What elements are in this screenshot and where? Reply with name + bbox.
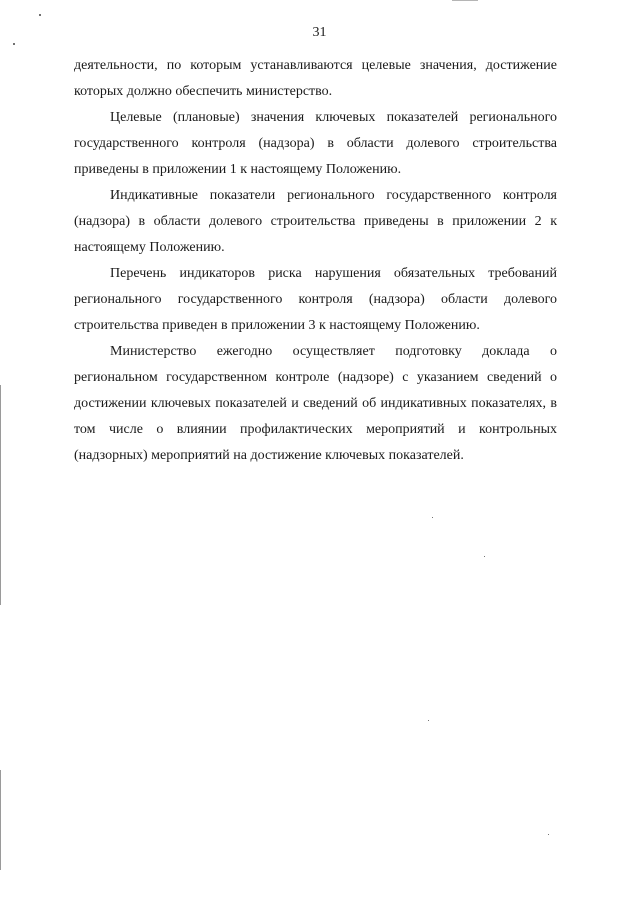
paragraph: Министерство ежегодно осуществляет подготовку доклада о региональном государственном контроле (надзоре) с указанием сведений о достижении ключевых показателей и сведений об индикативных показателях, в том числе о влиянии профилактических мероприятий и контрольных (надзорных) мероприятий на достижение ключевых показателей. xyxy=(74,344,557,463)
scan-speck xyxy=(13,43,15,45)
scan-edge-top xyxy=(452,0,478,1)
scan-speck xyxy=(484,556,485,557)
scan-edge-left xyxy=(0,770,1,870)
scan-speck xyxy=(39,14,41,16)
paragraph: Индикативные показатели регионального государственного контроля (надзора) в области долевого строительства приведены в приложении 2 к настоящему Положению. xyxy=(74,188,557,255)
paragraph: Перечень индикаторов риска нарушения обязательных требований регионального государственного контроля (надзора) области долевого строительства приведен в приложении 3 к настоящему Положению. xyxy=(74,266,557,333)
scan-speck xyxy=(428,720,429,721)
paragraph: деятельности, по которым устанавливаются целевые значения, достижение которых должно обеспечить министерство. xyxy=(74,58,557,99)
paragraph: Целевые (плановые) значения ключевых показателей регионального государственного контроля (надзора) в области долевого строительства приведены в приложении 1 к настоящему Положению. xyxy=(74,110,557,177)
scan-speck xyxy=(548,834,549,835)
scan-edge-left xyxy=(0,385,1,605)
page-number: 31 xyxy=(312,25,327,40)
scan-speck xyxy=(432,517,433,518)
body-text xyxy=(74,53,557,469)
